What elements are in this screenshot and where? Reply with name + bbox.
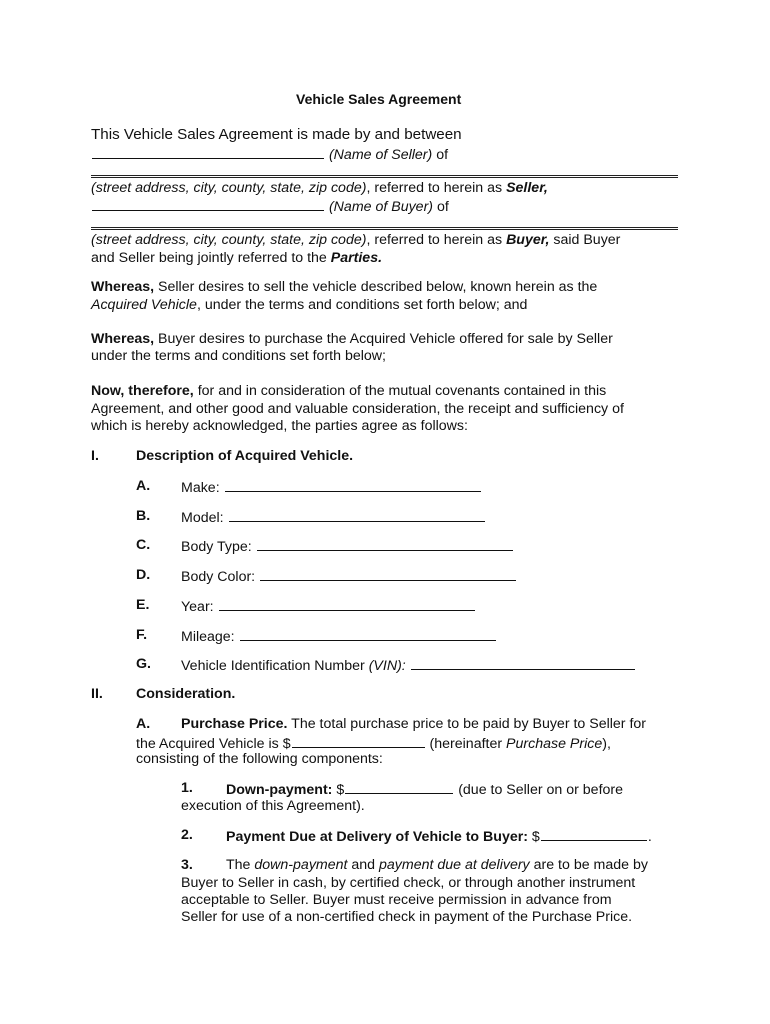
whereas-2-line-1 (91, 331, 613, 349)
closing-paren: ), (602, 736, 611, 752)
payment-terms-line-1 (226, 857, 648, 875)
model-label: Model: (181, 510, 224, 526)
mileage-blank[interactable] (240, 627, 496, 641)
dollar-sign: $ (527, 829, 540, 845)
item-letter: E. (136, 597, 150, 613)
purchase-price-line-1 (181, 716, 646, 734)
payment-terms-line-3: acceptable to Seller. Buyer must receive permission in advance from (181, 892, 612, 908)
model-blank[interactable] (229, 508, 485, 522)
seller-address-line (91, 180, 548, 198)
item-letter: D. (136, 567, 151, 583)
down-payment-blank[interactable] (345, 780, 453, 794)
payment-terms-line-2: Buyer to Seller in cash, by certified check, or through another instrument (181, 875, 636, 891)
parties-term: Parties. (330, 250, 383, 266)
now-therefore-line-3: which is hereby acknowledged, the parties agree as follows: (91, 418, 468, 434)
item-letter: B. (136, 508, 151, 524)
whereas-label: Whereas, (91, 279, 155, 295)
seller-name-blank[interactable] (92, 145, 324, 159)
buyer-name-blank[interactable] (92, 197, 324, 211)
payment-due-term: payment due at delivery (379, 857, 530, 873)
purchase-price-text: The total purchase price to be paid by Buyer to Seller for (287, 716, 647, 732)
purchase-price-letter: A. (136, 716, 151, 732)
period: . (647, 829, 652, 845)
of-text: of (436, 147, 449, 163)
buyer-address-line (91, 232, 620, 250)
payment-due-title: Payment Due at Delivery of Vehicle to Buyer: (226, 829, 528, 845)
acquired-vehicle-term: Acquired Vehicle (91, 297, 197, 313)
street-address-caption: (street address, city, county, state, zip code) (91, 232, 367, 248)
dollar-sign: $ (332, 782, 345, 798)
make-field (181, 478, 482, 498)
buyer-name-caption: (Name of Buyer) (328, 199, 434, 215)
street-address-caption: (street address, city, county, state, zip code) (91, 180, 367, 196)
now-therefore-line-1 (91, 383, 606, 401)
body-type-blank[interactable] (257, 537, 513, 551)
body-color-blank[interactable] (260, 567, 516, 581)
section-1-number: I. (91, 448, 99, 464)
referred-text: , referred to herein as (366, 180, 507, 196)
whereas-label: Whereas, (91, 331, 155, 347)
down-payment-line-2: execution of this Agreement). (181, 798, 365, 814)
parties-line (91, 250, 382, 268)
section-1-heading: Description of Acquired Vehicle. (136, 448, 354, 464)
payment-due-blank[interactable] (541, 827, 647, 841)
now-therefore-text: for and in consideration of the mutual covenants contained in this (193, 383, 607, 399)
whereas-2-line-2: under the terms and conditions set forth below; (91, 348, 386, 364)
down-payment-number: 1. (181, 780, 193, 796)
payment-terms-line-4: Seller for use of a non-certified check in payment of the Purchase Price. (181, 909, 633, 925)
body-color-label: Body Color: (181, 569, 256, 585)
down-payment-line-1 (226, 780, 623, 800)
vin-blank[interactable] (411, 656, 635, 670)
section-2-heading: Consideration. (136, 686, 236, 702)
year-label: Year: (181, 599, 214, 615)
seller-address-rule[interactable] (91, 175, 678, 178)
item-letter: F. (136, 627, 148, 643)
purchase-price-line-3: consisting of the following components: (136, 751, 383, 767)
said-buyer-text: said Buyer (549, 232, 621, 248)
item-letter: A. (136, 478, 151, 494)
made-by-text: are to be made by (529, 857, 648, 873)
down-payment-title: Down-payment: (226, 782, 333, 798)
down-payment-term: down-payment (254, 857, 348, 873)
seller-term: Seller, (506, 180, 548, 196)
the-text: The (226, 857, 255, 873)
year-blank[interactable] (219, 597, 475, 611)
mileage-label: Mileage: (181, 629, 235, 645)
whereas-1-text: Seller desires to sell the vehicle described below, known herein as the (154, 279, 598, 295)
body-type-label: Body Type: (181, 539, 252, 555)
purchase-price-term: Purchase Price (506, 736, 603, 752)
payment-due-number: 2. (181, 827, 193, 843)
mileage-field (181, 627, 497, 647)
of-text: of (436, 199, 449, 215)
buyer-term: Buyer, (506, 232, 550, 248)
now-therefore-label: Now, therefore, (91, 383, 194, 399)
purchase-price-blank[interactable] (292, 734, 425, 748)
referred-text: , referred to herein as (366, 232, 507, 248)
purchase-price-title: Purchase Price. (181, 716, 288, 732)
vin-label: Vehicle Identification Number (181, 658, 369, 674)
item-letter: C. (136, 537, 151, 553)
intro-line: This Vehicle Sales Agreement is made by and between (91, 126, 462, 143)
now-therefore-line-2: Agreement, and other good and valuable consideration, the receipt and sufficiency of (91, 401, 624, 417)
body-color-field (181, 567, 517, 587)
buyer-address-rule[interactable] (91, 227, 678, 230)
whereas-1-line-2 (91, 297, 527, 315)
body-type-field (181, 537, 514, 557)
model-field (181, 508, 486, 528)
down-payment-text: (due to Seller on or before (454, 782, 624, 798)
whereas-1-line-1 (91, 279, 597, 297)
seller-name-line (91, 145, 448, 165)
jointly-text: and Seller being jointly referred to the (91, 250, 331, 266)
vin-field (181, 656, 636, 676)
buyer-name-line (91, 197, 449, 217)
payment-terms-number: 3. (181, 857, 193, 873)
whereas-2-text: Buyer desires to purchase the Acquired Vehicle offered for sale by Seller (154, 331, 613, 347)
and-text: and (347, 857, 380, 873)
item-letter: G. (136, 656, 151, 672)
hereinafter-text: (hereinafter (425, 736, 507, 752)
make-label: Make: (181, 480, 220, 496)
purchase-price-text-2: the Acquired Vehicle is $ (136, 736, 291, 752)
make-blank[interactable] (225, 478, 481, 492)
whereas-1-text-2: , under the terms and conditions set forth below; and (196, 297, 528, 313)
year-field (181, 597, 476, 617)
document-title: Vehicle Sales Agreement (296, 91, 462, 107)
payment-due-line (226, 827, 652, 847)
section-2-number: II. (91, 686, 103, 702)
vin-abbrev: (VIN): (368, 658, 406, 674)
seller-name-caption: (Name of Seller) (328, 147, 433, 163)
